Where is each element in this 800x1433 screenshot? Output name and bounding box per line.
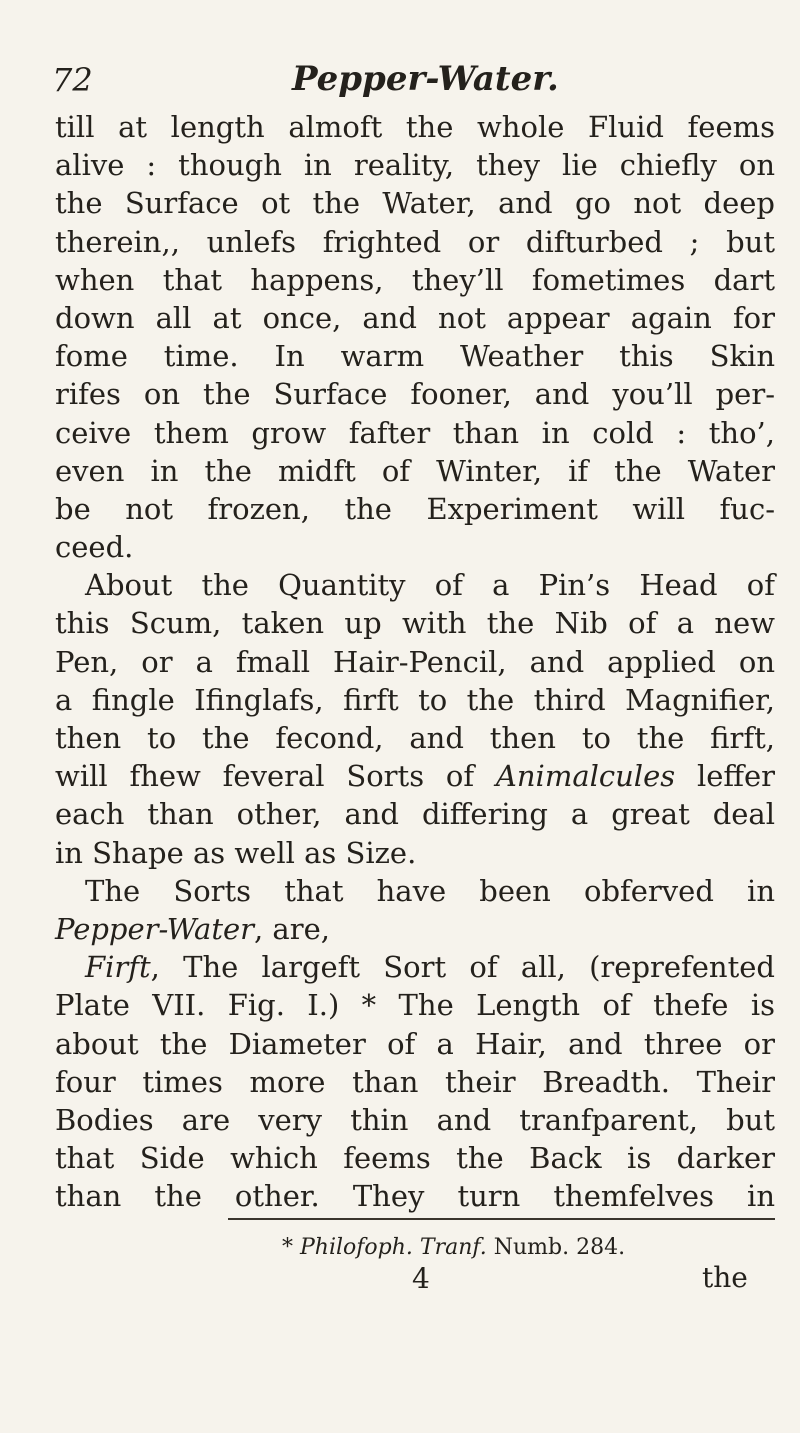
signature-mark: 4 xyxy=(412,1262,430,1295)
text-line: ceed. xyxy=(55,530,134,565)
text-line: the Surface ot the Water, and go not deep xyxy=(55,186,775,221)
text-line: this Scum, taken up with the Nib of a new xyxy=(55,606,775,641)
text-line: that Side which feems the Back is darker xyxy=(55,1141,775,1176)
text-run: , are, xyxy=(254,911,330,946)
text-line: a fingle Ifinglafs, firft to the third Magnifier, xyxy=(55,682,775,717)
text-line: Plate VII. Fig. I.) * The Length of thefe is xyxy=(55,988,775,1023)
text-line: alive : though in reality, they lie chiefly on xyxy=(55,148,775,183)
text-line: about the Diameter of a Hair, and three or xyxy=(55,1026,775,1061)
text-line: than the other. They turn themfelves in xyxy=(55,1179,775,1214)
text-line: till at length almoft the whole Fluid feems xyxy=(55,110,775,144)
text-line: each than other, and differing a great deal xyxy=(55,797,775,832)
text-line: About the Quantity of a Pin’s Head of xyxy=(85,568,775,603)
footnote-marker: * xyxy=(282,1235,293,1260)
italic-term: Firft xyxy=(85,950,151,985)
text-line: down all at once, and not appear again for xyxy=(55,300,775,335)
text-line: Bodies are very thin and tranfparent, but xyxy=(55,1102,775,1137)
text-line: be not frozen, the Experiment will fuc- xyxy=(55,491,775,526)
footnote-reference: Numb. 284. xyxy=(493,1235,626,1260)
italic-term: Animalcules xyxy=(495,759,676,794)
body-text xyxy=(55,108,775,1215)
page-number: 72 xyxy=(52,61,93,99)
italic-term: Pepper-Water xyxy=(55,911,254,946)
text-line: rifes on the Surface fooner, and you’ll per- xyxy=(55,377,775,412)
text-line: ceive them grow fafter than in cold : tho’, xyxy=(55,415,775,450)
text-run: will fhew feveral Sorts of xyxy=(55,759,475,794)
text-line: four times more than their Breadth. Their xyxy=(55,1064,775,1099)
catchword: the xyxy=(702,1261,748,1294)
text-line: when that happens, they’ll fometimes dart xyxy=(55,262,775,297)
text-line: Pen, or a fmall Hair-Pencil, and applied on xyxy=(55,644,775,679)
text-line: even in the midft of Winter, if the Water xyxy=(55,453,775,488)
text-line: The Sorts that have been obferved in xyxy=(85,873,775,908)
text-line: therein,, unlefs frighted or difturbed ; but xyxy=(55,224,775,259)
footnote-source: Philofoph. Tranf. xyxy=(300,1235,487,1260)
text-line xyxy=(55,910,775,948)
text-line: fome time. In warm Weather this Skin xyxy=(55,339,775,374)
footnote xyxy=(282,1235,625,1261)
text-line xyxy=(55,948,775,986)
running-title: Pepper-Water. xyxy=(292,59,559,99)
text-line xyxy=(55,757,775,795)
text-run: , The largeft Sort of all, (reprefented xyxy=(150,950,775,985)
footnote-rule xyxy=(228,1218,775,1220)
text-line: in Shape as well as Size. xyxy=(55,835,417,870)
text-line: then to the fecond, and then to the firft, xyxy=(55,721,775,755)
text-run: leffer xyxy=(696,759,776,794)
